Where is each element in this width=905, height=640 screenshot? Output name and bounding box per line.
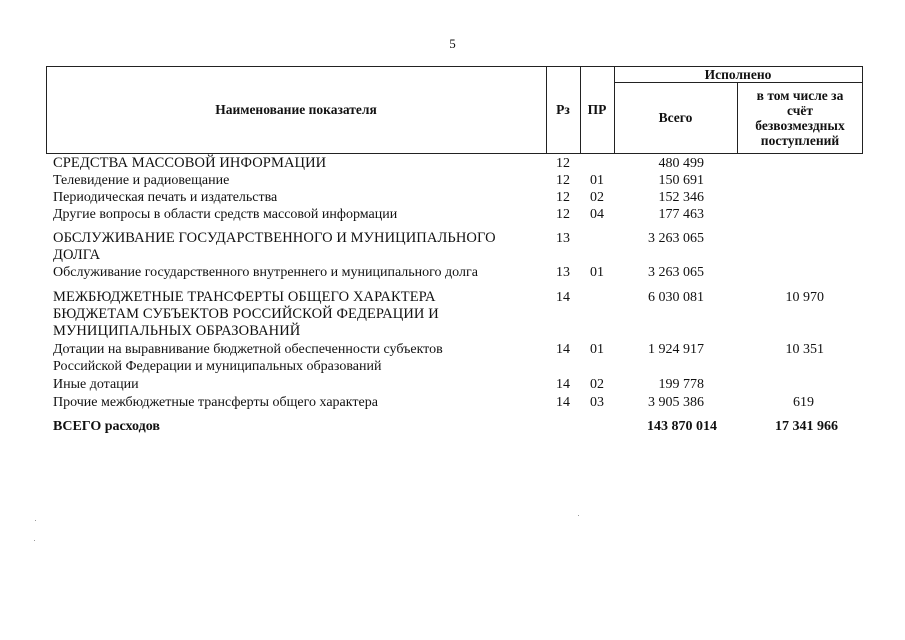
header-executed: Исполнено [704, 66, 772, 82]
header-bottom-border [46, 153, 863, 154]
row-total: 3 263 065 [648, 231, 704, 246]
row-name-line: ДОЛГА [53, 247, 101, 263]
row-name-line: Другие вопросы в области средств массовой информации [53, 207, 398, 222]
row-total: 150 691 [658, 173, 704, 188]
row-rz: 13 [556, 265, 570, 280]
row-name-line: Дотации на выравнивание бюджетной обеспеченности субъектов [53, 342, 443, 357]
row-name-line: Иные дотации [53, 377, 139, 392]
row-name-line: МУНИЦИПАЛЬНЫХ ОБРАЗОВАНИЙ [53, 323, 301, 339]
row-total: 480 499 [658, 156, 704, 171]
grand-total-value: 143 870 014 [647, 419, 717, 434]
scan-speck [35, 520, 36, 521]
page-number: 5 [449, 36, 456, 51]
row-total: 6 030 081 [648, 290, 704, 305]
row-rz: 12 [556, 190, 570, 205]
row-name-line: ОБСЛУЖИВАНИЕ ГОСУДАРСТВЕННОГО И МУНИЦИПАЛЬНОГО [53, 230, 496, 246]
row-name-line: Прочие межбюджетные трансферты общего характера [53, 395, 378, 410]
row-total: 1 924 917 [648, 342, 704, 357]
row-name-line: Российской Федерации и муниципальных образований [53, 359, 382, 374]
row-rz: 12 [556, 207, 570, 222]
row-name-line: Телевидение и радиовещание [53, 173, 230, 188]
row-total: 199 778 [658, 377, 704, 392]
header-name: Наименование показателя [215, 102, 377, 117]
row-rz: 12 [556, 156, 570, 171]
header-divider-total [737, 82, 738, 153]
row-pr: 01 [590, 265, 604, 280]
scan-speck [578, 515, 579, 516]
header-rz: Рз [556, 102, 570, 117]
row-including: 619 [793, 395, 814, 410]
row-total: 177 463 [658, 207, 704, 222]
row-pr: 02 [590, 377, 604, 392]
header-including: в том числе за счёт безвозмездных поступлений [755, 87, 845, 148]
row-rz: 12 [556, 173, 570, 188]
row-including: 10 970 [785, 290, 824, 305]
header-right-border [862, 66, 863, 153]
row-rz: 14 [556, 377, 570, 392]
row-name-line: СРЕДСТВА МАССОВОЙ ИНФОРМАЦИИ [53, 155, 327, 171]
row-including: 10 351 [785, 342, 824, 357]
header-total: Всего [658, 110, 693, 125]
grand-total-including: 17 341 966 [775, 419, 838, 434]
row-pr: 02 [590, 190, 604, 205]
row-total: 152 346 [658, 190, 704, 205]
row-pr: 01 [590, 342, 604, 357]
row-name-line: БЮДЖЕТАМ СУБЪЕКТОВ РОССИЙСКОЙ ФЕДЕРАЦИИ И [53, 306, 439, 322]
row-name-line: Периодическая печать и издательства [53, 190, 278, 205]
row-rz: 13 [556, 231, 570, 246]
row-pr: 04 [590, 207, 604, 222]
row-rz: 14 [556, 342, 570, 357]
grand-total-label: ВСЕГО расходов [53, 419, 160, 434]
scan-speck [34, 540, 35, 541]
row-rz: 14 [556, 395, 570, 410]
row-name-line: Обслуживание государственного внутреннего и муниципального долга [53, 265, 478, 280]
row-total: 3 905 386 [648, 395, 704, 410]
row-pr: 01 [590, 173, 604, 188]
header-pr: ПР [587, 102, 607, 117]
row-pr: 03 [590, 395, 604, 410]
row-name-line: МЕЖБЮДЖЕТНЫЕ ТРАНСФЕРТЫ ОБЩЕГО ХАРАКТЕРА [53, 289, 436, 305]
row-rz: 14 [556, 290, 570, 305]
row-total: 3 263 065 [648, 265, 704, 280]
